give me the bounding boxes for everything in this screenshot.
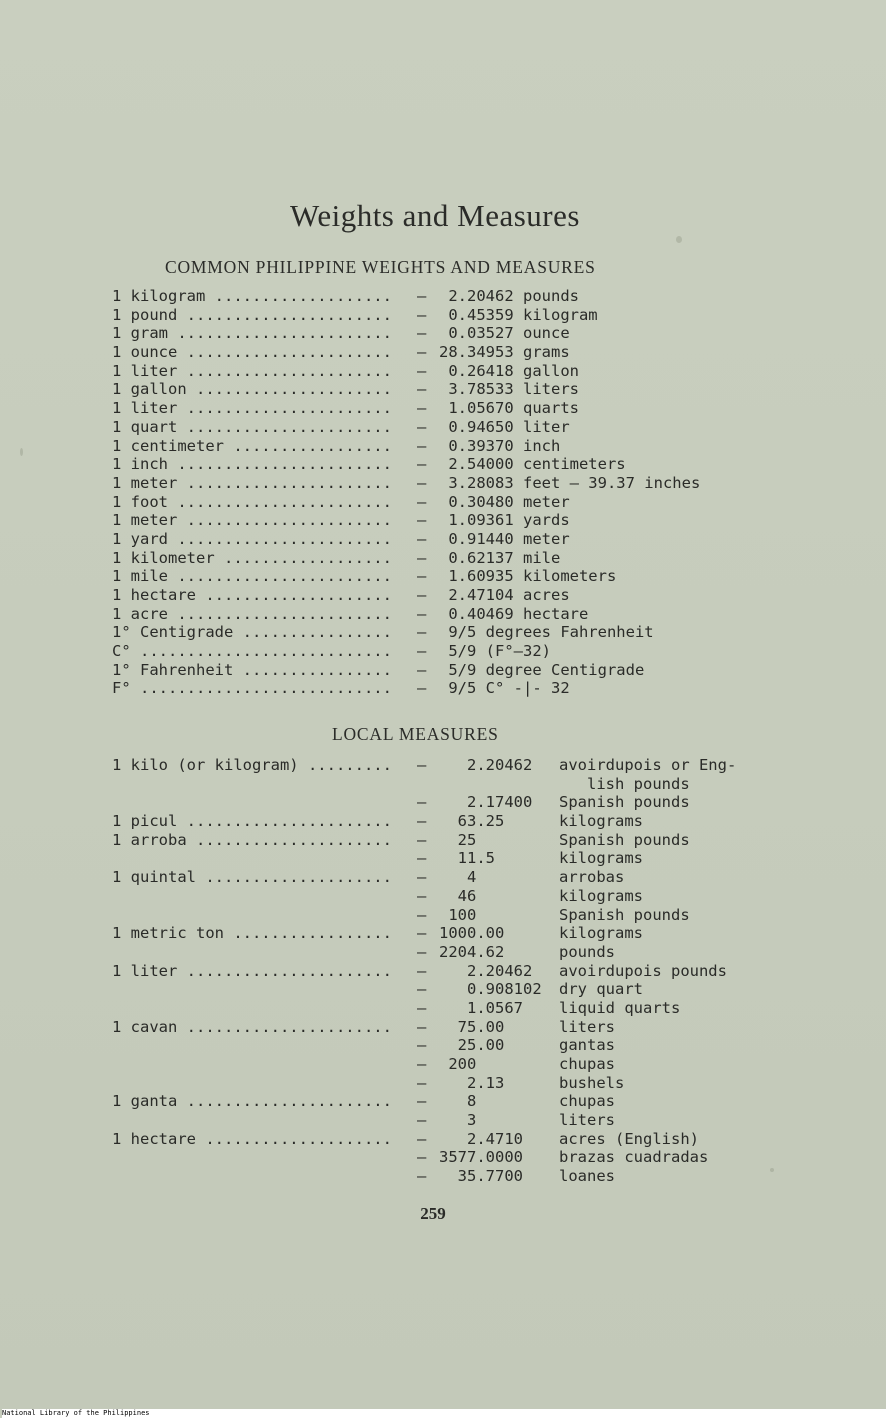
measure-value: 2.20462 xyxy=(439,756,533,774)
unit-label xyxy=(112,980,417,999)
unit-label: 1 pound ...................... xyxy=(112,305,392,324)
local-measure-row xyxy=(112,849,736,868)
measure-unit: liters xyxy=(559,1111,615,1130)
unit-label: 1° Fahrenheit ................ xyxy=(112,660,392,679)
dash: — xyxy=(417,886,427,905)
conversion-row xyxy=(112,418,700,437)
unit-label: F° ........................... xyxy=(112,679,392,698)
dash: — xyxy=(417,604,427,623)
conversion-value: 1.60935 kilometers xyxy=(439,567,617,586)
local-measures-table xyxy=(112,756,736,1186)
conversion-value: 2.47104 acres xyxy=(439,586,570,604)
local-measure-row xyxy=(112,775,736,794)
measure-value: 35.7700 xyxy=(439,1167,523,1186)
conversion-value: 0.03527 ounce xyxy=(439,324,570,343)
conversion-row xyxy=(112,605,700,624)
measure-value: 200 xyxy=(439,1055,477,1073)
local-measure-row xyxy=(112,962,736,981)
dash: — xyxy=(417,623,427,642)
conversion-value: 3.78533 liters xyxy=(439,380,579,399)
conversion-row xyxy=(112,437,700,456)
unit-label: C° ........................... xyxy=(112,642,392,661)
measure-unit: avoirdupois or Eng- xyxy=(559,756,737,774)
local-measure-row xyxy=(112,1092,736,1111)
measure-unit: Spanish pounds xyxy=(559,905,690,924)
paper-spot xyxy=(676,236,682,243)
measure-value: 4 xyxy=(439,868,477,887)
dash: — xyxy=(417,1129,427,1148)
conversion-row xyxy=(112,530,700,549)
dash: — xyxy=(417,1111,427,1130)
local-measure-row xyxy=(112,868,736,887)
unit-label: 1 meter ...................... xyxy=(112,473,392,492)
local-measure-row xyxy=(112,1148,736,1167)
conversion-row xyxy=(112,474,700,493)
local-measure-row xyxy=(112,1055,736,1074)
unit-label: 1 hectare .................... xyxy=(112,586,392,604)
dash: — xyxy=(417,1055,427,1073)
dash: — xyxy=(417,980,427,999)
dash: — xyxy=(417,942,427,961)
paper-spot xyxy=(770,1168,774,1172)
measure-unit: liquid quarts xyxy=(559,998,681,1017)
local-measure-row xyxy=(112,1130,736,1149)
conversion-value: 1.09361 yards xyxy=(439,511,570,530)
measure-value: 2.13 xyxy=(439,1073,505,1092)
dash: — xyxy=(417,529,427,548)
measure-unit: Spanish pounds xyxy=(559,793,690,812)
dash: — xyxy=(417,324,427,343)
local-measure-row xyxy=(112,1111,736,1130)
measure-unit: liters xyxy=(559,1017,615,1036)
unit-label xyxy=(112,1036,417,1055)
measure-unit: kilograms xyxy=(559,849,643,868)
measure-unit: kilograms xyxy=(559,886,643,905)
measure-value: 75.00 xyxy=(439,1017,505,1036)
conversion-value: 0.94650 liter xyxy=(439,417,570,436)
page-number: 259 xyxy=(420,1204,446,1223)
unit-label xyxy=(112,793,417,812)
unit-label: 1 liter ...................... xyxy=(112,399,392,418)
measure-value: 0.908102 xyxy=(439,980,542,999)
dash: — xyxy=(417,361,427,380)
conversion-value: 3.28083 feet — 39.37 inches xyxy=(439,473,701,492)
measure-unit: pounds xyxy=(559,942,615,961)
measure-value: 8 xyxy=(439,1092,477,1111)
unit-label xyxy=(112,887,417,906)
measure-value: 11.5 xyxy=(439,849,495,868)
measure-value: 2.17400 xyxy=(439,793,533,812)
dash: — xyxy=(417,679,427,698)
conversion-value: 2.54000 centimeters xyxy=(439,455,626,474)
conversion-value: 5/9 degree Centigrade xyxy=(439,660,645,679)
unit-label: 1 kilo (or kilogram) ......... xyxy=(112,756,392,774)
unit-label: 1 quart ...................... xyxy=(112,417,392,436)
unit-label: 1 hectare .................... xyxy=(112,1129,392,1148)
measure-unit: avoirdupois pounds xyxy=(559,961,727,980)
local-measure-row xyxy=(112,887,736,906)
unit-label: 1 yard ....................... xyxy=(112,529,392,548)
conversion-value: 28.34953 grams xyxy=(439,343,570,362)
conversion-row xyxy=(112,586,700,605)
conversion-row xyxy=(112,642,700,661)
unit-label: 1 mile ....................... xyxy=(112,567,392,586)
measure-value: 25 xyxy=(439,830,477,849)
local-measure-row xyxy=(112,924,736,943)
unit-label: 1 inch ....................... xyxy=(112,455,392,474)
measure-unit: acres (English) xyxy=(559,1129,699,1148)
conversion-row xyxy=(112,324,700,343)
conversion-row xyxy=(112,399,700,418)
dash: — xyxy=(417,548,427,567)
unit-label xyxy=(112,1055,417,1074)
dash: — xyxy=(417,868,427,887)
local-measure-row xyxy=(112,999,736,1018)
measure-value: 100 xyxy=(439,905,477,924)
conversion-row xyxy=(112,661,700,680)
dash: — xyxy=(417,961,427,980)
unit-label xyxy=(112,906,417,925)
measure-value: 46 xyxy=(439,886,477,905)
dash: — xyxy=(417,924,427,943)
unit-label: 1 gram ....................... xyxy=(112,324,392,343)
unit-label: 1 kilogram ................... xyxy=(112,287,392,305)
dash: — xyxy=(417,380,427,399)
local-measure-row xyxy=(112,1167,736,1186)
unit-label: 1 metric ton ................. xyxy=(112,924,392,943)
unit-label xyxy=(112,1167,417,1186)
conversion-value: 0.39370 inch xyxy=(439,436,561,455)
conversion-row xyxy=(112,343,700,362)
dash: — xyxy=(417,1073,427,1092)
dash: — xyxy=(417,660,427,679)
measure-unit: dry quart xyxy=(559,980,643,999)
measure-unit: chupas xyxy=(559,1055,615,1073)
unit-label: 1 liter ...................... xyxy=(112,361,392,380)
conversion-value: 1.05670 quarts xyxy=(439,399,579,418)
conversion-value: 0.45359 kilogram xyxy=(439,305,598,324)
unit-label: 1° Centigrade ................ xyxy=(112,623,392,642)
dash xyxy=(417,775,439,794)
unit-label xyxy=(112,775,417,794)
dash: — xyxy=(417,756,427,774)
dash: — xyxy=(417,417,427,436)
dash: — xyxy=(417,849,427,868)
measure-unit: arrobas xyxy=(559,868,625,887)
conversion-value: 9/5 degrees Fahrenheit xyxy=(439,623,654,642)
dash: — xyxy=(417,905,427,924)
dash: — xyxy=(417,1017,427,1036)
conversion-row xyxy=(112,549,700,568)
local-measure-row xyxy=(112,906,736,925)
conversion-value: 0.62137 mile xyxy=(439,548,561,567)
local-measure-row xyxy=(112,943,736,962)
local-measure-row xyxy=(112,756,736,775)
measure-value: 1000.00 xyxy=(439,924,505,943)
measure-unit: kilograms xyxy=(559,924,643,943)
conversion-value: 2.20462 pounds xyxy=(439,287,579,305)
dash: — xyxy=(417,343,427,362)
conversion-row xyxy=(112,623,700,642)
unit-label: 1 cavan ...................... xyxy=(112,1017,392,1036)
dash: — xyxy=(417,492,427,511)
unit-label: 1 gallon ..................... xyxy=(112,380,392,399)
unit-label: 1 foot ....................... xyxy=(112,492,392,511)
common-measures-heading: COMMON PHILIPPINE WEIGHTS AND MEASURES xyxy=(165,257,596,277)
dash: — xyxy=(417,586,427,604)
measure-unit: gantas xyxy=(559,1036,615,1055)
measure-unit: lish pounds xyxy=(559,774,690,793)
measure-value: 25.00 xyxy=(439,1036,505,1055)
dash: — xyxy=(417,1092,427,1111)
conversion-row xyxy=(112,567,700,586)
unit-label: 1 centimeter ................. xyxy=(112,436,392,455)
conversion-value: 0.30480 meter xyxy=(439,492,570,511)
conversion-row xyxy=(112,306,700,325)
local-measure-row xyxy=(112,793,736,812)
unit-label: 1 arroba ..................... xyxy=(112,830,392,849)
measure-unit: Spanish pounds xyxy=(559,830,690,849)
dash: — xyxy=(417,399,427,418)
conversion-value: 5/9 (F°—32) xyxy=(439,642,551,661)
conversion-value: 9/5 C° -|- 32 xyxy=(439,679,570,698)
conversion-row xyxy=(112,511,700,530)
unit-label xyxy=(112,943,417,962)
dash: — xyxy=(417,642,427,661)
library-credit: National Library of the Philippines xyxy=(2,1409,886,1418)
paper-spot xyxy=(20,448,23,456)
conversion-row xyxy=(112,380,700,399)
dash: — xyxy=(417,436,427,455)
unit-label xyxy=(112,849,417,868)
dash: — xyxy=(417,812,427,831)
unit-label: 1 quintal .................... xyxy=(112,868,392,887)
local-measure-row xyxy=(112,1018,736,1037)
unit-label: 1 meter ...................... xyxy=(112,511,392,530)
dash: — xyxy=(417,1167,427,1186)
dash: — xyxy=(417,1036,427,1055)
measure-value: 3 xyxy=(439,1111,477,1130)
conversion-value: 0.26418 gallon xyxy=(439,361,579,380)
measure-value: 63.25 xyxy=(439,812,505,831)
unit-label: 1 ounce ...................... xyxy=(112,343,392,362)
conversion-row xyxy=(112,679,700,698)
dash: — xyxy=(417,1148,427,1167)
dash: — xyxy=(417,455,427,474)
conversion-value: 0.91440 meter xyxy=(439,529,570,548)
measure-unit: brazas cuadradas xyxy=(559,1148,709,1167)
local-measures-heading: LOCAL MEASURES xyxy=(332,724,499,744)
measure-unit: kilograms xyxy=(559,812,643,831)
conversion-value: 0.40469 hectare xyxy=(439,604,589,623)
conversion-row xyxy=(112,287,700,306)
dash: — xyxy=(417,305,427,324)
unit-label xyxy=(112,1148,417,1167)
measure-value: 3577.0000 xyxy=(439,1148,523,1167)
dash: — xyxy=(417,473,427,492)
dash: — xyxy=(417,287,427,305)
local-measure-row xyxy=(112,831,736,850)
page-title: Weights and Measures xyxy=(290,198,580,233)
measure-unit: loanes xyxy=(559,1167,615,1186)
conversion-row xyxy=(112,362,700,381)
dash: — xyxy=(417,830,427,849)
measure-value: 1.0567 xyxy=(439,998,523,1017)
unit-label: 1 picul ...................... xyxy=(112,812,392,831)
unit-label: 1 liter ...................... xyxy=(112,961,392,980)
local-measure-row xyxy=(112,1074,736,1093)
dash: — xyxy=(417,793,427,812)
measure-value xyxy=(439,775,559,794)
unit-label xyxy=(112,999,417,1018)
local-measure-row xyxy=(112,1036,736,1055)
measure-value: 2.20462 xyxy=(439,961,533,980)
measure-unit: bushels xyxy=(559,1073,625,1092)
unit-label: 1 ganta ...................... xyxy=(112,1092,392,1111)
unit-label: 1 kilometer .................. xyxy=(112,548,392,567)
measure-value: 2.4710 xyxy=(439,1129,523,1148)
local-measure-row xyxy=(112,812,736,831)
conversion-row xyxy=(112,493,700,512)
dash: — xyxy=(417,998,427,1017)
unit-label xyxy=(112,1111,417,1130)
common-measures-table xyxy=(112,287,700,698)
conversion-row xyxy=(112,455,700,474)
dash: — xyxy=(417,567,427,586)
measure-unit: chupas xyxy=(559,1092,615,1111)
local-measure-row xyxy=(112,980,736,999)
dash: — xyxy=(417,511,427,530)
unit-label xyxy=(112,1074,417,1093)
measure-value: 2204.62 xyxy=(439,942,505,961)
unit-label: 1 acre ....................... xyxy=(112,604,392,623)
